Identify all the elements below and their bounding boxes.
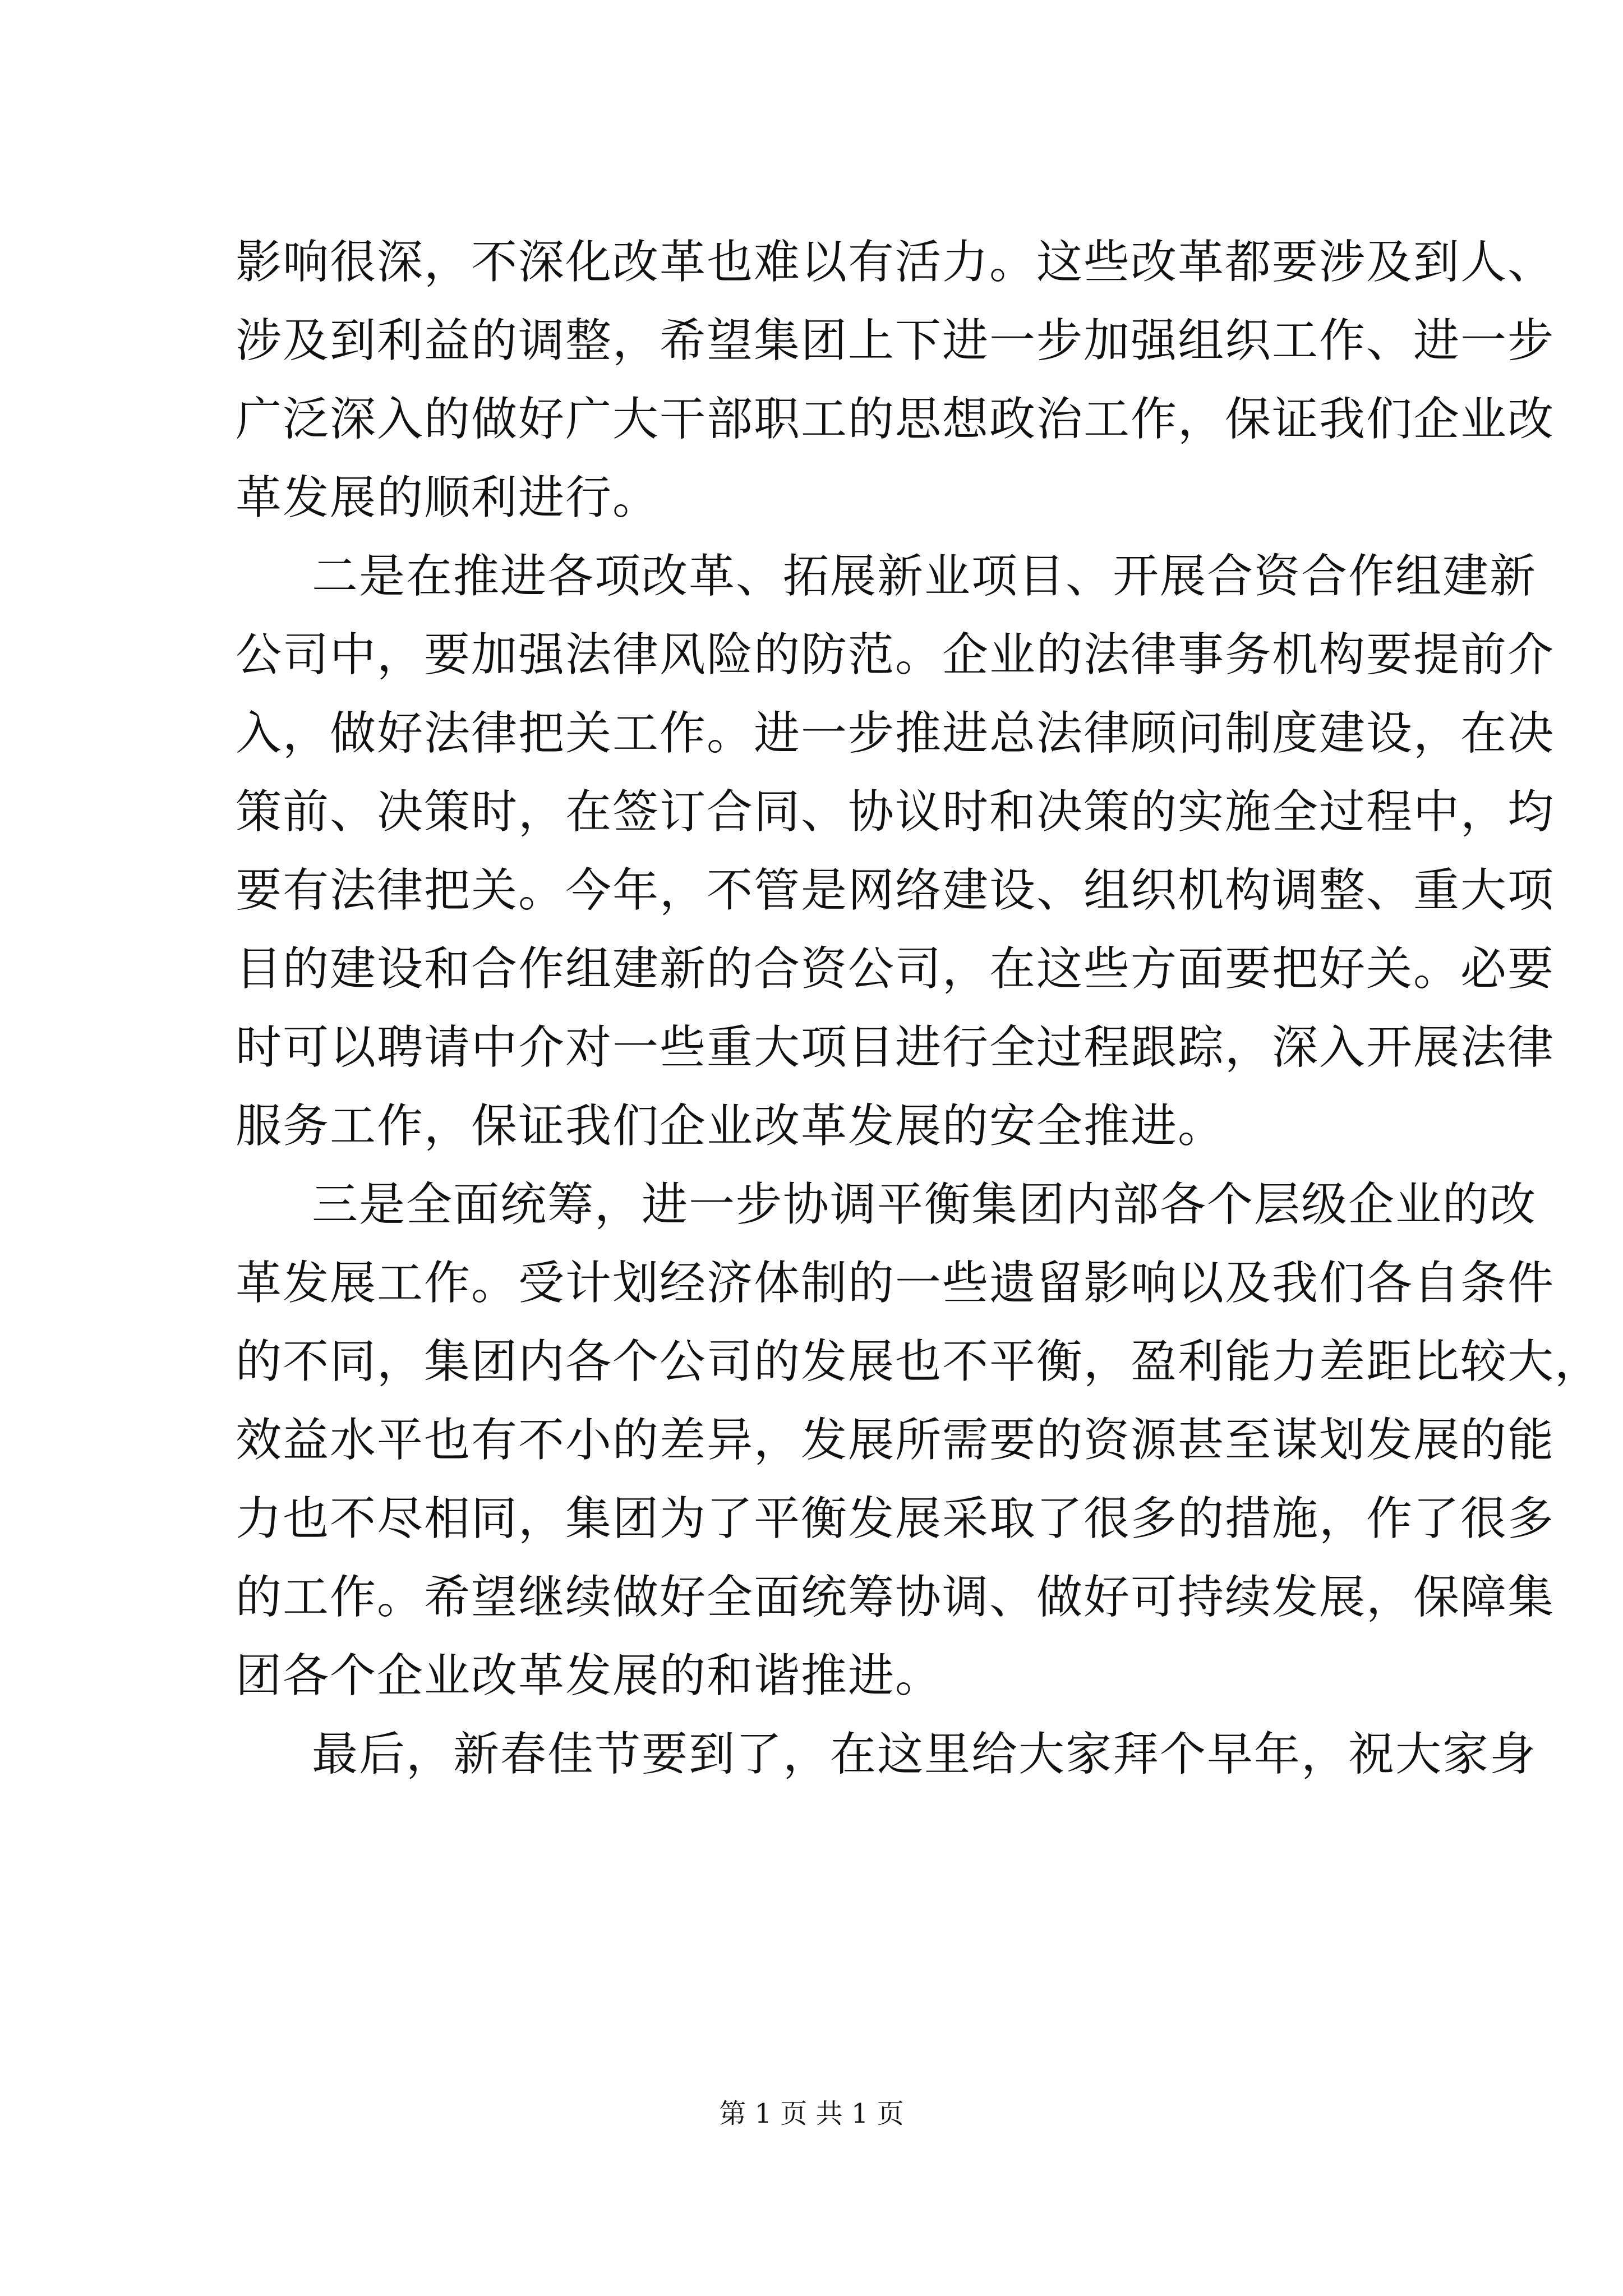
text-line: 公司中，要加强法律风险的防范。企业的法律事务机构要提前介 <box>236 628 1555 682</box>
text-line: 影响很深，不深化改革也难以有活力。这些改革都要涉及到人、 <box>236 236 1555 289</box>
text-line: 涉及到利益的调整，希望集团上下进一步加强组织工作、进一步 <box>236 314 1555 367</box>
text-line: 时可以聘请中介对一些重大项目进行全过程跟踪，深入开展法律 <box>236 1021 1555 1074</box>
text-line: 最后，新春佳节要到了，在这里给大家拜个早年，祝大家身 <box>312 1728 1537 1781</box>
text-line: 的不同，集团内各个公司的发展也不平衡，盈利能力差距比较大， <box>236 1335 1602 1388</box>
text-line: 要有法律把关。今年，不管是网络建设、组织机构调整、重大项 <box>236 864 1555 917</box>
text-line: 团各个企业改革发展的和谐推进。 <box>236 1649 943 1703</box>
text-line: 革发展工作。受计划经济体制的一些遗留影响以及我们各自条件 <box>236 1257 1555 1310</box>
text-line: 入，做好法律把关工作。进一步推进总法律顾问制度建设，在决 <box>236 707 1555 760</box>
text-line: 策前、决策时，在签订合同、协议时和决策的实施全过程中，均 <box>236 785 1555 839</box>
text-line: 力也不尽相同，集团为了平衡发展采取了很多的措施，作了很多 <box>236 1492 1555 1545</box>
text-line: 的工作。希望继续做好全面统筹协调、做好可持续发展，保障集 <box>236 1571 1555 1624</box>
text-line: 广泛深入的做好广大干部职工的思想政治工作，保证我们企业改 <box>236 393 1555 446</box>
page-footer: 第 1 页 共 1 页 <box>719 2098 904 2129</box>
text-line: 三是全面统筹，进一步协调平衡集团内部各个层级企业的改 <box>312 1178 1537 1231</box>
text-line: 革发展的顺利进行。 <box>236 471 660 524</box>
text-line: 效益水平也有不小的差异，发展所需要的资源甚至谋划发展的能 <box>236 1414 1555 1467</box>
text-line: 目的建设和合作组建新的合资公司，在这些方面要把好关。必要 <box>236 942 1555 996</box>
text-line: 服务工作，保证我们企业改革发展的安全推进。 <box>236 1099 1225 1153</box>
text-line: 二是在推进各项改革、拓展新业项目、开展合资合作组建新 <box>312 550 1537 603</box>
